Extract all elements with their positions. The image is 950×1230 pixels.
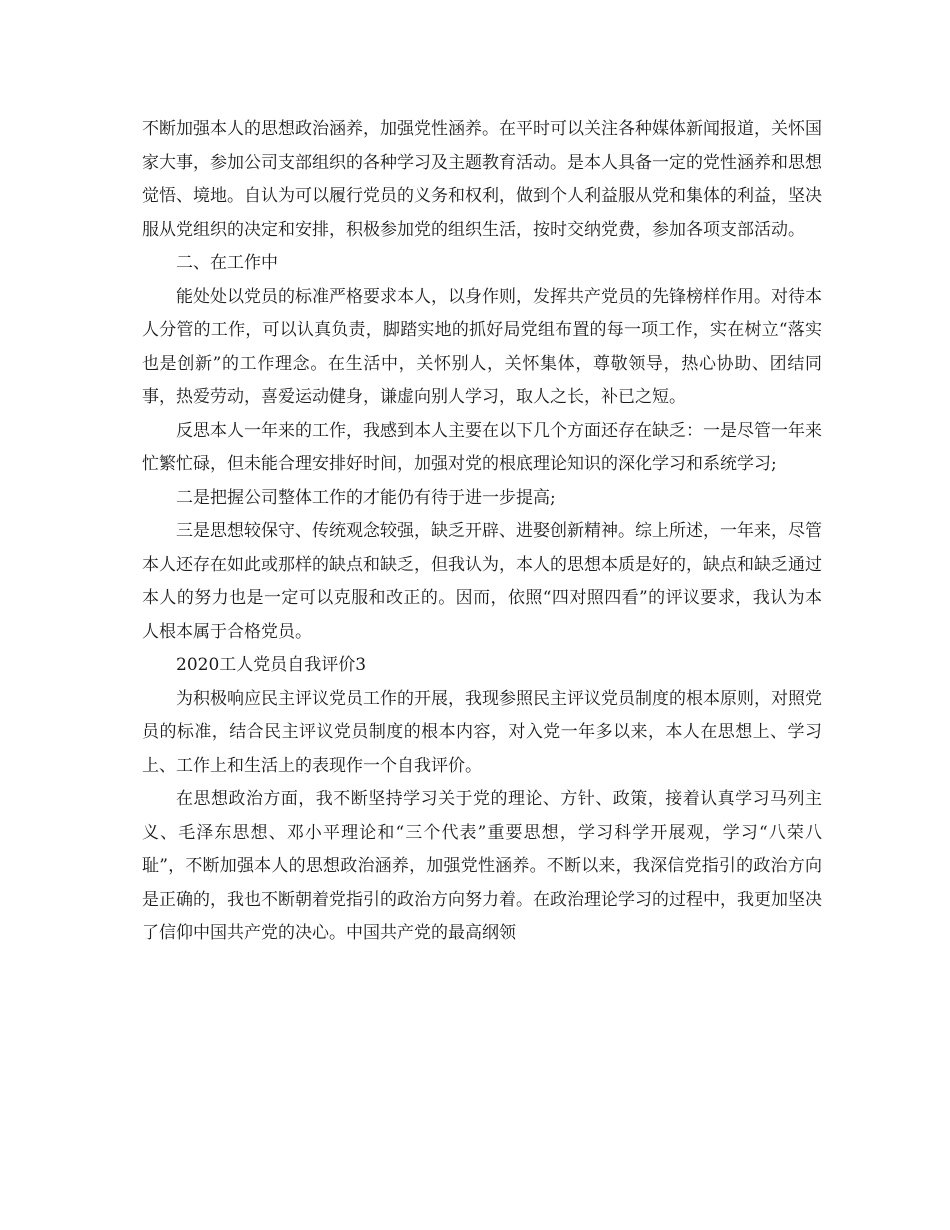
paragraph-6: 为积极响应民主评议党员工作的开展，我现参照民主评议党员制度的根本原则，对照党员的标准，结合民主评议党员制度的根本内容，对入党一年多以来，本人在思想上、学习上、工作上和生活上的表现作一个自我评价。 xyxy=(142,688,822,776)
section-title-evaluation-3: 2020工人党员自我评价3 xyxy=(176,655,367,675)
paragraph-4: 二是把握公司整体工作的才能仍有待于进一步提高; xyxy=(176,487,556,508)
paragraph-1: 不断加强本人的思想政治涵养，加强党性涵养。在平时可以关注各种媒体新闻报道，关怀国家大事，参加公司支部组织的各种学习及主题教育活动。是本人具备一定的党性涵养和思想觉悟、境地。自认为可以履行党员的义务和权利，做到个人利益服从党和集体的利益，坚决服从党组织的决定和安排，积极参加党的组织生活，按时交纳党费，参加各项支部活动。 xyxy=(142,119,822,240)
document-body xyxy=(142,113,822,951)
section-heading-work: 二、在工作中 xyxy=(176,253,278,273)
paragraph-2: 能处处以党员的标准严格要求本人，以身作则，发挥共产党员的先锋榜样作用。对待本人分管的工作，可以认真负责，脚踏实地的抓好局党组布置的每一项工作，实在树立“落实也是创新”的工作理念。在生活中，关怀别人，关怀集体，尊敬领导，热心协助、团结同事，热爱劳动，喜爱运动健身，谦虚向别人学习，取人之长，补已之短。 xyxy=(142,286,822,407)
paragraph-7: 在思想政治方面，我不断坚持学习关于党的理论、方针、政策，接着认真学习马列主义、毛泽东思想、邓小平理论和“三个代表”重要思想，学习科学开展观，学习“八荣八耻”，不断加强本人的思想政治涵养，加强党性涵养。不断以来，我深信党指引的政治方向是正确的，我也不断朝着党指引的政治方向努力着。在政治理论学习的过程中，我更加坚决了信仰中国共产党的决心。中国共产党的最高纲领 xyxy=(142,789,822,943)
paragraph-5: 三是思想较保守、传统观念较强，缺乏开辟、进娶创新精神。综上所述，一年来，尽管本人还存在如此或那样的缺点和缺乏，但我认为，本人的思想本质是好的，缺点和缺乏通过本人的努力也是一定可以克服和改正的。因而，依照“四对照四看”的评议要求，我认为本人根本属于合格党员。 xyxy=(142,521,822,642)
paragraph-3: 反思本人一年来的工作，我感到本人主要在以下几个方面还存在缺乏：一是尽管一年来忙繁忙碌，但未能合理安排好时间，加强对党的根底理论知识的深化学习和系统学习; xyxy=(142,420,822,474)
